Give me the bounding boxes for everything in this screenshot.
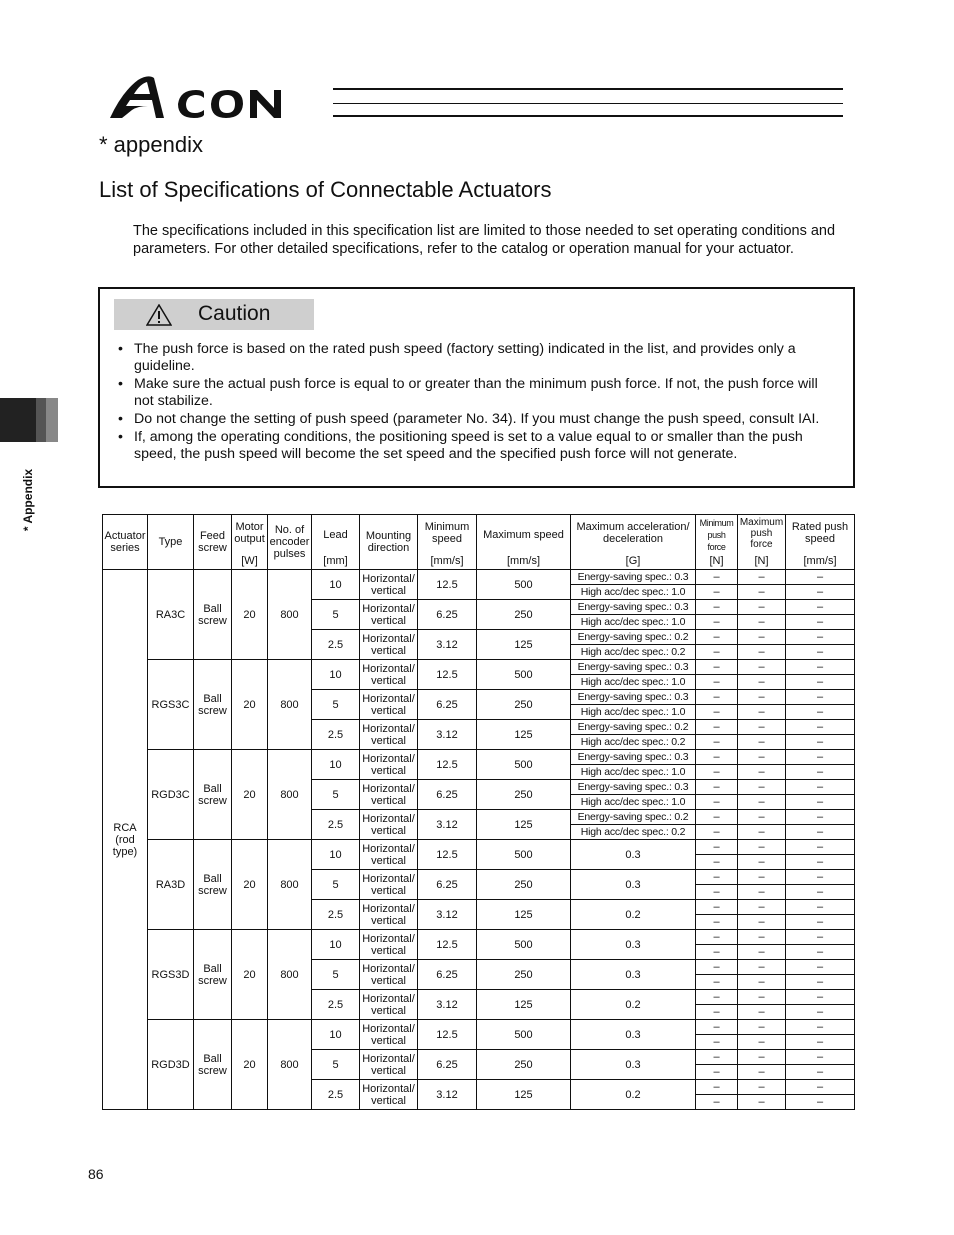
min-push-cell: – — [696, 690, 738, 705]
min-push-cell: – — [696, 600, 738, 615]
header-motor: Motor output [W] — [232, 515, 268, 570]
accel-cell: 0.3 — [571, 930, 696, 960]
max-speed-cell: 125 — [477, 810, 571, 840]
min-speed-cell: 6.25 — [418, 960, 477, 990]
feed-cell: Ball screw — [194, 750, 232, 840]
caution-item: • If, among the operating conditions, the positioning speed is set to a value equal to or smaller than the push speed, the push speed will become the set speed and the specified push force will not generate. — [114, 429, 836, 464]
rated-speed-cell: – — [786, 885, 855, 900]
max-push-cell: – — [738, 765, 786, 780]
mounting-cell: Horizontal/ vertical — [360, 690, 418, 720]
accel-cell: Energy-saving spec.: 0.3 — [571, 750, 696, 765]
side-tab-marker — [36, 398, 46, 442]
accel-cell: 0.3 — [571, 1020, 696, 1050]
table-row — [103, 570, 855, 585]
header-rule — [333, 115, 843, 117]
header-min-speed: Minimum speed [mm/s] — [418, 515, 477, 570]
min-push-cell: – — [696, 1065, 738, 1080]
min-speed-cell: 12.5 — [418, 930, 477, 960]
motor-cell: 20 — [232, 1020, 268, 1110]
type-cell: RA3C — [148, 570, 194, 660]
header-series: Actuator series — [103, 515, 148, 570]
accel-cell: Energy-saving spec.: 0.3 — [571, 660, 696, 675]
accel-cell: 0.3 — [571, 840, 696, 870]
max-push-cell: – — [738, 570, 786, 585]
min-push-cell: – — [696, 780, 738, 795]
max-push-cell: – — [738, 585, 786, 600]
max-speed-cell: 250 — [477, 690, 571, 720]
min-push-cell: – — [696, 1095, 738, 1110]
intro-paragraph: The specifications included in this specification list are limited to those needed to set operating conditions and parameters. For other detailed specifications, refer to the catalog or operation manual for your actuator. — [133, 223, 836, 257]
max-push-cell: – — [738, 690, 786, 705]
max-push-cell: – — [738, 780, 786, 795]
min-push-cell: – — [696, 645, 738, 660]
accel-cell: 0.3 — [571, 870, 696, 900]
feed-cell: Ball screw — [194, 840, 232, 930]
accel-cell: High acc/dec spec.: 1.0 — [571, 765, 696, 780]
encoder-cell: 800 — [268, 570, 312, 660]
spec-table — [102, 514, 855, 1110]
min-speed-cell: 3.12 — [418, 630, 477, 660]
max-push-cell: – — [738, 990, 786, 1005]
rated-speed-cell: – — [786, 645, 855, 660]
min-speed-cell: 3.12 — [418, 720, 477, 750]
rated-speed-cell: – — [786, 1065, 855, 1080]
caution-label: Caution — [198, 302, 271, 325]
caution-box — [98, 287, 855, 488]
max-speed-cell: 125 — [477, 720, 571, 750]
lead-cell: 2.5 — [312, 810, 360, 840]
rated-speed-cell: – — [786, 990, 855, 1005]
rated-speed-cell: – — [786, 825, 855, 840]
type-cell: RGS3D — [148, 930, 194, 1020]
min-push-cell: – — [696, 825, 738, 840]
lead-cell: 5 — [312, 600, 360, 630]
header-type: Type — [148, 515, 194, 570]
mounting-cell: Horizontal/ vertical — [360, 600, 418, 630]
header-accel: Maximum acceleration/ deceleration [G] — [571, 515, 696, 570]
lead-cell: 10 — [312, 660, 360, 690]
table-header-row — [103, 515, 855, 570]
min-push-cell: – — [696, 945, 738, 960]
accel-cell: 0.2 — [571, 900, 696, 930]
mounting-cell: Horizontal/ vertical — [360, 1020, 418, 1050]
min-push-cell: – — [696, 795, 738, 810]
encoder-cell: 800 — [268, 1020, 312, 1110]
table-row — [103, 930, 855, 945]
mounting-cell: Horizontal/ vertical — [360, 930, 418, 960]
accel-cell: Energy-saving spec.: 0.3 — [571, 570, 696, 585]
min-push-cell: – — [696, 1035, 738, 1050]
encoder-cell: 800 — [268, 840, 312, 930]
accel-cell: High acc/dec spec.: 0.2 — [571, 645, 696, 660]
header-rule — [333, 103, 843, 104]
max-push-cell: – — [738, 675, 786, 690]
rated-speed-cell: – — [786, 1095, 855, 1110]
type-cell: RGD3D — [148, 1020, 194, 1110]
max-speed-cell: 250 — [477, 600, 571, 630]
motor-cell: 20 — [232, 570, 268, 660]
lead-cell: 2.5 — [312, 630, 360, 660]
max-push-cell: – — [738, 945, 786, 960]
feed-cell: Ball screw — [194, 660, 232, 750]
min-speed-cell: 6.25 — [418, 690, 477, 720]
max-speed-cell: 125 — [477, 990, 571, 1020]
max-push-cell: – — [738, 810, 786, 825]
max-push-cell: – — [738, 915, 786, 930]
mounting-cell: Horizontal/ vertical — [360, 720, 418, 750]
encoder-cell: 800 — [268, 660, 312, 750]
series-cell: RCA (rod type) — [103, 570, 148, 1110]
rated-speed-cell: – — [786, 945, 855, 960]
max-push-cell: – — [738, 855, 786, 870]
max-push-cell: – — [738, 1035, 786, 1050]
lead-cell: 5 — [312, 690, 360, 720]
table-row — [103, 750, 855, 765]
type-cell: RGS3C — [148, 660, 194, 750]
encoder-cell: 800 — [268, 750, 312, 840]
max-speed-cell: 250 — [477, 780, 571, 810]
rated-speed-cell: – — [786, 840, 855, 855]
rated-speed-cell: – — [786, 975, 855, 990]
mounting-cell: Horizontal/ vertical — [360, 660, 418, 690]
min-speed-cell: 3.12 — [418, 900, 477, 930]
max-push-cell: – — [738, 720, 786, 735]
min-push-cell: – — [696, 960, 738, 975]
max-push-cell: – — [738, 900, 786, 915]
lead-cell: 2.5 — [312, 990, 360, 1020]
max-push-cell: – — [738, 1095, 786, 1110]
table-row — [103, 840, 855, 855]
min-push-cell: – — [696, 840, 738, 855]
rated-speed-cell: – — [786, 585, 855, 600]
max-push-cell: – — [738, 750, 786, 765]
header-rated: Rated push speed [mm/s] — [786, 515, 855, 570]
rated-speed-cell: – — [786, 1005, 855, 1020]
max-push-cell: – — [738, 825, 786, 840]
table-row — [103, 660, 855, 675]
accel-cell: 0.3 — [571, 1050, 696, 1080]
min-speed-cell: 12.5 — [418, 750, 477, 780]
min-speed-cell: 12.5 — [418, 660, 477, 690]
acon-logo — [108, 72, 334, 120]
max-speed-cell: 500 — [477, 1020, 571, 1050]
max-push-cell: – — [738, 660, 786, 675]
accel-cell: Energy-saving spec.: 0.3 — [571, 690, 696, 705]
max-speed-cell: 500 — [477, 570, 571, 600]
table-row — [103, 1020, 855, 1035]
rated-speed-cell: – — [786, 1080, 855, 1095]
accel-cell: Energy-saving spec.: 0.3 — [571, 600, 696, 615]
lead-cell: 10 — [312, 570, 360, 600]
feed-cell: Ball screw — [194, 1020, 232, 1110]
rated-speed-cell: – — [786, 705, 855, 720]
rated-speed-cell: – — [786, 765, 855, 780]
rated-speed-cell: – — [786, 570, 855, 585]
side-tab-label: * Appendix — [21, 468, 35, 532]
rated-speed-cell: – — [786, 660, 855, 675]
min-push-cell: – — [696, 1020, 738, 1035]
min-speed-cell: 6.25 — [418, 780, 477, 810]
max-speed-cell: 250 — [477, 1050, 571, 1080]
max-push-cell: – — [738, 795, 786, 810]
min-speed-cell: 3.12 — [418, 990, 477, 1020]
max-push-cell: – — [738, 1005, 786, 1020]
max-push-cell: – — [738, 960, 786, 975]
lead-cell: 10 — [312, 930, 360, 960]
header-max-speed: Maximum speed [mm/s] — [477, 515, 571, 570]
rated-speed-cell: – — [786, 630, 855, 645]
max-push-cell: – — [738, 975, 786, 990]
rated-speed-cell: – — [786, 930, 855, 945]
encoder-cell: 800 — [268, 930, 312, 1020]
lead-cell: 10 — [312, 750, 360, 780]
min-push-cell: – — [696, 585, 738, 600]
max-push-cell: – — [738, 1050, 786, 1065]
header-min-push: Minimum push force [N] — [696, 515, 738, 570]
accel-cell: High acc/dec spec.: 1.0 — [571, 675, 696, 690]
rated-speed-cell: – — [786, 1020, 855, 1035]
min-push-cell: – — [696, 570, 738, 585]
min-push-cell: – — [696, 870, 738, 885]
min-push-cell: – — [696, 735, 738, 750]
caution-item: • Make sure the actual push force is equal to or greater than the minimum push force. If not, the push force will not stabilize. — [114, 376, 836, 411]
max-speed-cell: 125 — [477, 900, 571, 930]
max-push-cell: – — [738, 885, 786, 900]
min-push-cell: – — [696, 990, 738, 1005]
mounting-cell: Horizontal/ vertical — [360, 1080, 418, 1110]
max-push-cell: – — [738, 840, 786, 855]
header-encoder: No. of encoder pulses — [268, 515, 312, 570]
section-heading: * appendix — [99, 132, 203, 157]
min-speed-cell: 3.12 — [418, 1080, 477, 1110]
max-speed-cell: 500 — [477, 930, 571, 960]
accel-cell: Energy-saving spec.: 0.2 — [571, 720, 696, 735]
min-push-cell: – — [696, 630, 738, 645]
rated-speed-cell: – — [786, 615, 855, 630]
max-push-cell: – — [738, 645, 786, 660]
caution-item: • Do not change the setting of push speed (parameter No. 34). If you must change the push speed, consult IAI. — [114, 411, 836, 428]
accel-cell: High acc/dec spec.: 0.2 — [571, 825, 696, 840]
min-speed-cell: 12.5 — [418, 840, 477, 870]
type-cell: RA3D — [148, 840, 194, 930]
rated-speed-cell: – — [786, 795, 855, 810]
header-rule — [333, 88, 843, 90]
rated-speed-cell: – — [786, 915, 855, 930]
caution-list — [114, 341, 836, 464]
header-max-push: Maximum push force [N] — [738, 515, 786, 570]
mounting-cell: Horizontal/ vertical — [360, 1050, 418, 1080]
min-speed-cell: 3.12 — [418, 810, 477, 840]
feed-cell: Ball screw — [194, 570, 232, 660]
max-speed-cell: 125 — [477, 630, 571, 660]
header-lead: Lead [mm] — [312, 515, 360, 570]
max-speed-cell: 500 — [477, 750, 571, 780]
rated-speed-cell: – — [786, 870, 855, 885]
lead-cell: 5 — [312, 870, 360, 900]
mounting-cell: Horizontal/ vertical — [360, 990, 418, 1020]
max-push-cell: – — [738, 705, 786, 720]
motor-cell: 20 — [232, 930, 268, 1020]
min-push-cell: – — [696, 615, 738, 630]
min-push-cell: – — [696, 1005, 738, 1020]
max-speed-cell: 250 — [477, 960, 571, 990]
rated-speed-cell: – — [786, 1035, 855, 1050]
mounting-cell: Horizontal/ vertical — [360, 630, 418, 660]
mounting-cell: Horizontal/ vertical — [360, 840, 418, 870]
rated-speed-cell: – — [786, 675, 855, 690]
accel-cell: 0.2 — [571, 990, 696, 1020]
max-push-cell: – — [738, 630, 786, 645]
rated-speed-cell: – — [786, 1050, 855, 1065]
rated-speed-cell: – — [786, 690, 855, 705]
min-push-cell: – — [696, 915, 738, 930]
page-number: 86 — [88, 1166, 104, 1182]
lead-cell: 10 — [312, 1020, 360, 1050]
accel-cell: Energy-saving spec.: 0.2 — [571, 810, 696, 825]
motor-cell: 20 — [232, 660, 268, 750]
min-push-cell: – — [696, 900, 738, 915]
min-speed-cell: 12.5 — [418, 1020, 477, 1050]
max-speed-cell: 500 — [477, 840, 571, 870]
min-push-cell: – — [696, 705, 738, 720]
min-speed-cell: 12.5 — [418, 570, 477, 600]
caution-item: • The push force is based on the rated push speed (factory setting) indicated in the list, and provides only a guideline. — [114, 341, 836, 376]
accel-cell: 0.3 — [571, 960, 696, 990]
min-push-cell: – — [696, 975, 738, 990]
lead-cell: 10 — [312, 840, 360, 870]
min-push-cell: – — [696, 930, 738, 945]
motor-cell: 20 — [232, 750, 268, 840]
min-push-cell: – — [696, 810, 738, 825]
min-speed-cell: 6.25 — [418, 600, 477, 630]
max-push-cell: – — [738, 600, 786, 615]
accel-cell: High acc/dec spec.: 1.0 — [571, 705, 696, 720]
min-speed-cell: 6.25 — [418, 870, 477, 900]
min-push-cell: – — [696, 855, 738, 870]
min-speed-cell: 6.25 — [418, 1050, 477, 1080]
caution-tab — [114, 299, 314, 330]
rated-speed-cell: – — [786, 735, 855, 750]
warning-triangle-icon — [146, 304, 172, 326]
max-speed-cell: 250 — [477, 870, 571, 900]
accel-cell: Energy-saving spec.: 0.3 — [571, 780, 696, 795]
min-push-cell: – — [696, 660, 738, 675]
lead-cell: 2.5 — [312, 900, 360, 930]
max-push-cell: – — [738, 870, 786, 885]
mounting-cell: Horizontal/ vertical — [360, 960, 418, 990]
page-title: List of Specifications of Connectable Actuators — [99, 177, 552, 202]
max-push-cell: – — [738, 735, 786, 750]
accel-cell: High acc/dec spec.: 1.0 — [571, 795, 696, 810]
side-tab-marker — [46, 398, 58, 442]
max-push-cell: – — [738, 1065, 786, 1080]
rated-speed-cell: – — [786, 900, 855, 915]
lead-cell: 2.5 — [312, 1080, 360, 1110]
min-push-cell: – — [696, 750, 738, 765]
type-cell: RGD3C — [148, 750, 194, 840]
mounting-cell: Horizontal/ vertical — [360, 780, 418, 810]
min-push-cell: – — [696, 1050, 738, 1065]
rated-speed-cell: – — [786, 720, 855, 735]
accel-cell: Energy-saving spec.: 0.2 — [571, 630, 696, 645]
header-feed: Feed screw — [194, 515, 232, 570]
max-speed-cell: 125 — [477, 1080, 571, 1110]
mounting-cell: Horizontal/ vertical — [360, 750, 418, 780]
lead-cell: 5 — [312, 1050, 360, 1080]
rated-speed-cell: – — [786, 750, 855, 765]
min-push-cell: – — [696, 720, 738, 735]
rated-speed-cell: – — [786, 810, 855, 825]
accel-cell: High acc/dec spec.: 1.0 — [571, 585, 696, 600]
min-push-cell: – — [696, 675, 738, 690]
motor-cell: 20 — [232, 840, 268, 930]
min-push-cell: – — [696, 1080, 738, 1095]
rated-speed-cell: – — [786, 600, 855, 615]
feed-cell: Ball screw — [194, 930, 232, 1020]
mounting-cell: Horizontal/ vertical — [360, 900, 418, 930]
lead-cell: 5 — [312, 780, 360, 810]
lead-cell: 2.5 — [312, 720, 360, 750]
mounting-cell: Horizontal/ vertical — [360, 870, 418, 900]
header-mounting: Mounting direction — [360, 515, 418, 570]
max-push-cell: – — [738, 1080, 786, 1095]
max-push-cell: – — [738, 930, 786, 945]
rated-speed-cell: – — [786, 960, 855, 975]
min-push-cell: – — [696, 885, 738, 900]
lead-cell: 5 — [312, 960, 360, 990]
mounting-cell: Horizontal/ vertical — [360, 570, 418, 600]
rated-speed-cell: – — [786, 855, 855, 870]
accel-cell: High acc/dec spec.: 0.2 — [571, 735, 696, 750]
max-push-cell: – — [738, 615, 786, 630]
rated-speed-cell: – — [786, 780, 855, 795]
min-push-cell: – — [696, 765, 738, 780]
accel-cell: High acc/dec spec.: 1.0 — [571, 615, 696, 630]
side-tab-marker — [0, 398, 36, 442]
max-push-cell: – — [738, 1020, 786, 1035]
mounting-cell: Horizontal/ vertical — [360, 810, 418, 840]
max-speed-cell: 500 — [477, 660, 571, 690]
accel-cell: 0.2 — [571, 1080, 696, 1110]
